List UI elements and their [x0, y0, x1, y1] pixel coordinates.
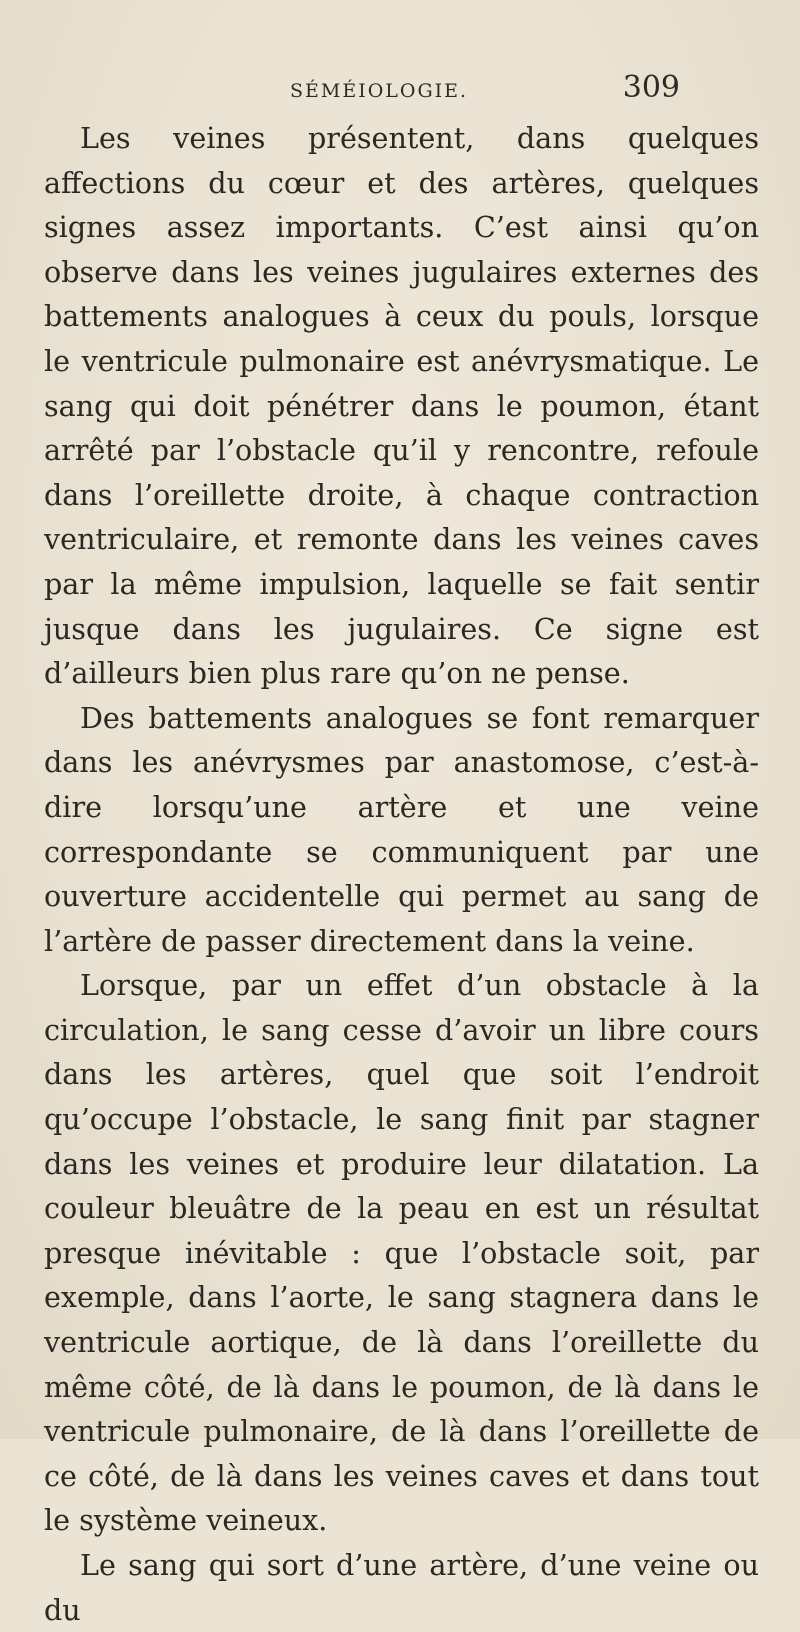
paragraph: Le sang qui sort d’une artère, d’une veine ou du [44, 1548, 759, 1627]
paragraph: Les veines présentent, dans quelques affections du cœur et des artères, quelques signes assez importants. C’est ainsi qu’on observe dans les veines jugulaires externes des battements analogues à ceux du pouls, lorsque le ventricule pulmonaire est anévrysmatique. Le sang qui doit pénétrer dans le poumon, étant arrêté par l’obstacle qu’il y rencontre, refoule dans l’oreillette droite, à chaque contraction ventriculaire, et remonte dans les veines caves par la même impulsion, laquelle se fait sentir jusque dans les jugulaires. Ce signe est d’ailleurs bien plus rare qu’on ne pense. [44, 121, 759, 691]
page-number: 309 [622, 70, 680, 105]
page-header [220, 70, 680, 116]
body-text [44, 116, 759, 1632]
paragraph: Des battements analogues se font remarquer dans les anévrysmes par anastomose, c’est-à-dire lorsqu’une artère et une veine correspondante se communiquent par une ouverture accidentelle qui permet au sang de l’artère de passer directement dans la veine. [44, 700, 759, 958]
paragraph: Lorsque, par un effet d’un obstacle à la circulation, le sang cesse d’avoir un libre cours dans les artères, quel que soit l’endroit qu’occupe l’obstacle, le sang finit par stagner dans les veines et produire leur dilatation. La couleur bleuâtre de la peau en est un résultat presque inévitable : que l’obstacle soit, par exemple, dans l’aorte, le sang stagnera dans le ventricule aortique, de là dans l’oreillette du même côté, de là dans le poumon, de là dans le ventricule pulmonaire, de là dans l’oreillette de ce côté, de là dans les veines caves et dans tout le système veineux. [44, 968, 759, 1538]
running-title: SÉMÉIOLOGIE. [290, 80, 469, 102]
